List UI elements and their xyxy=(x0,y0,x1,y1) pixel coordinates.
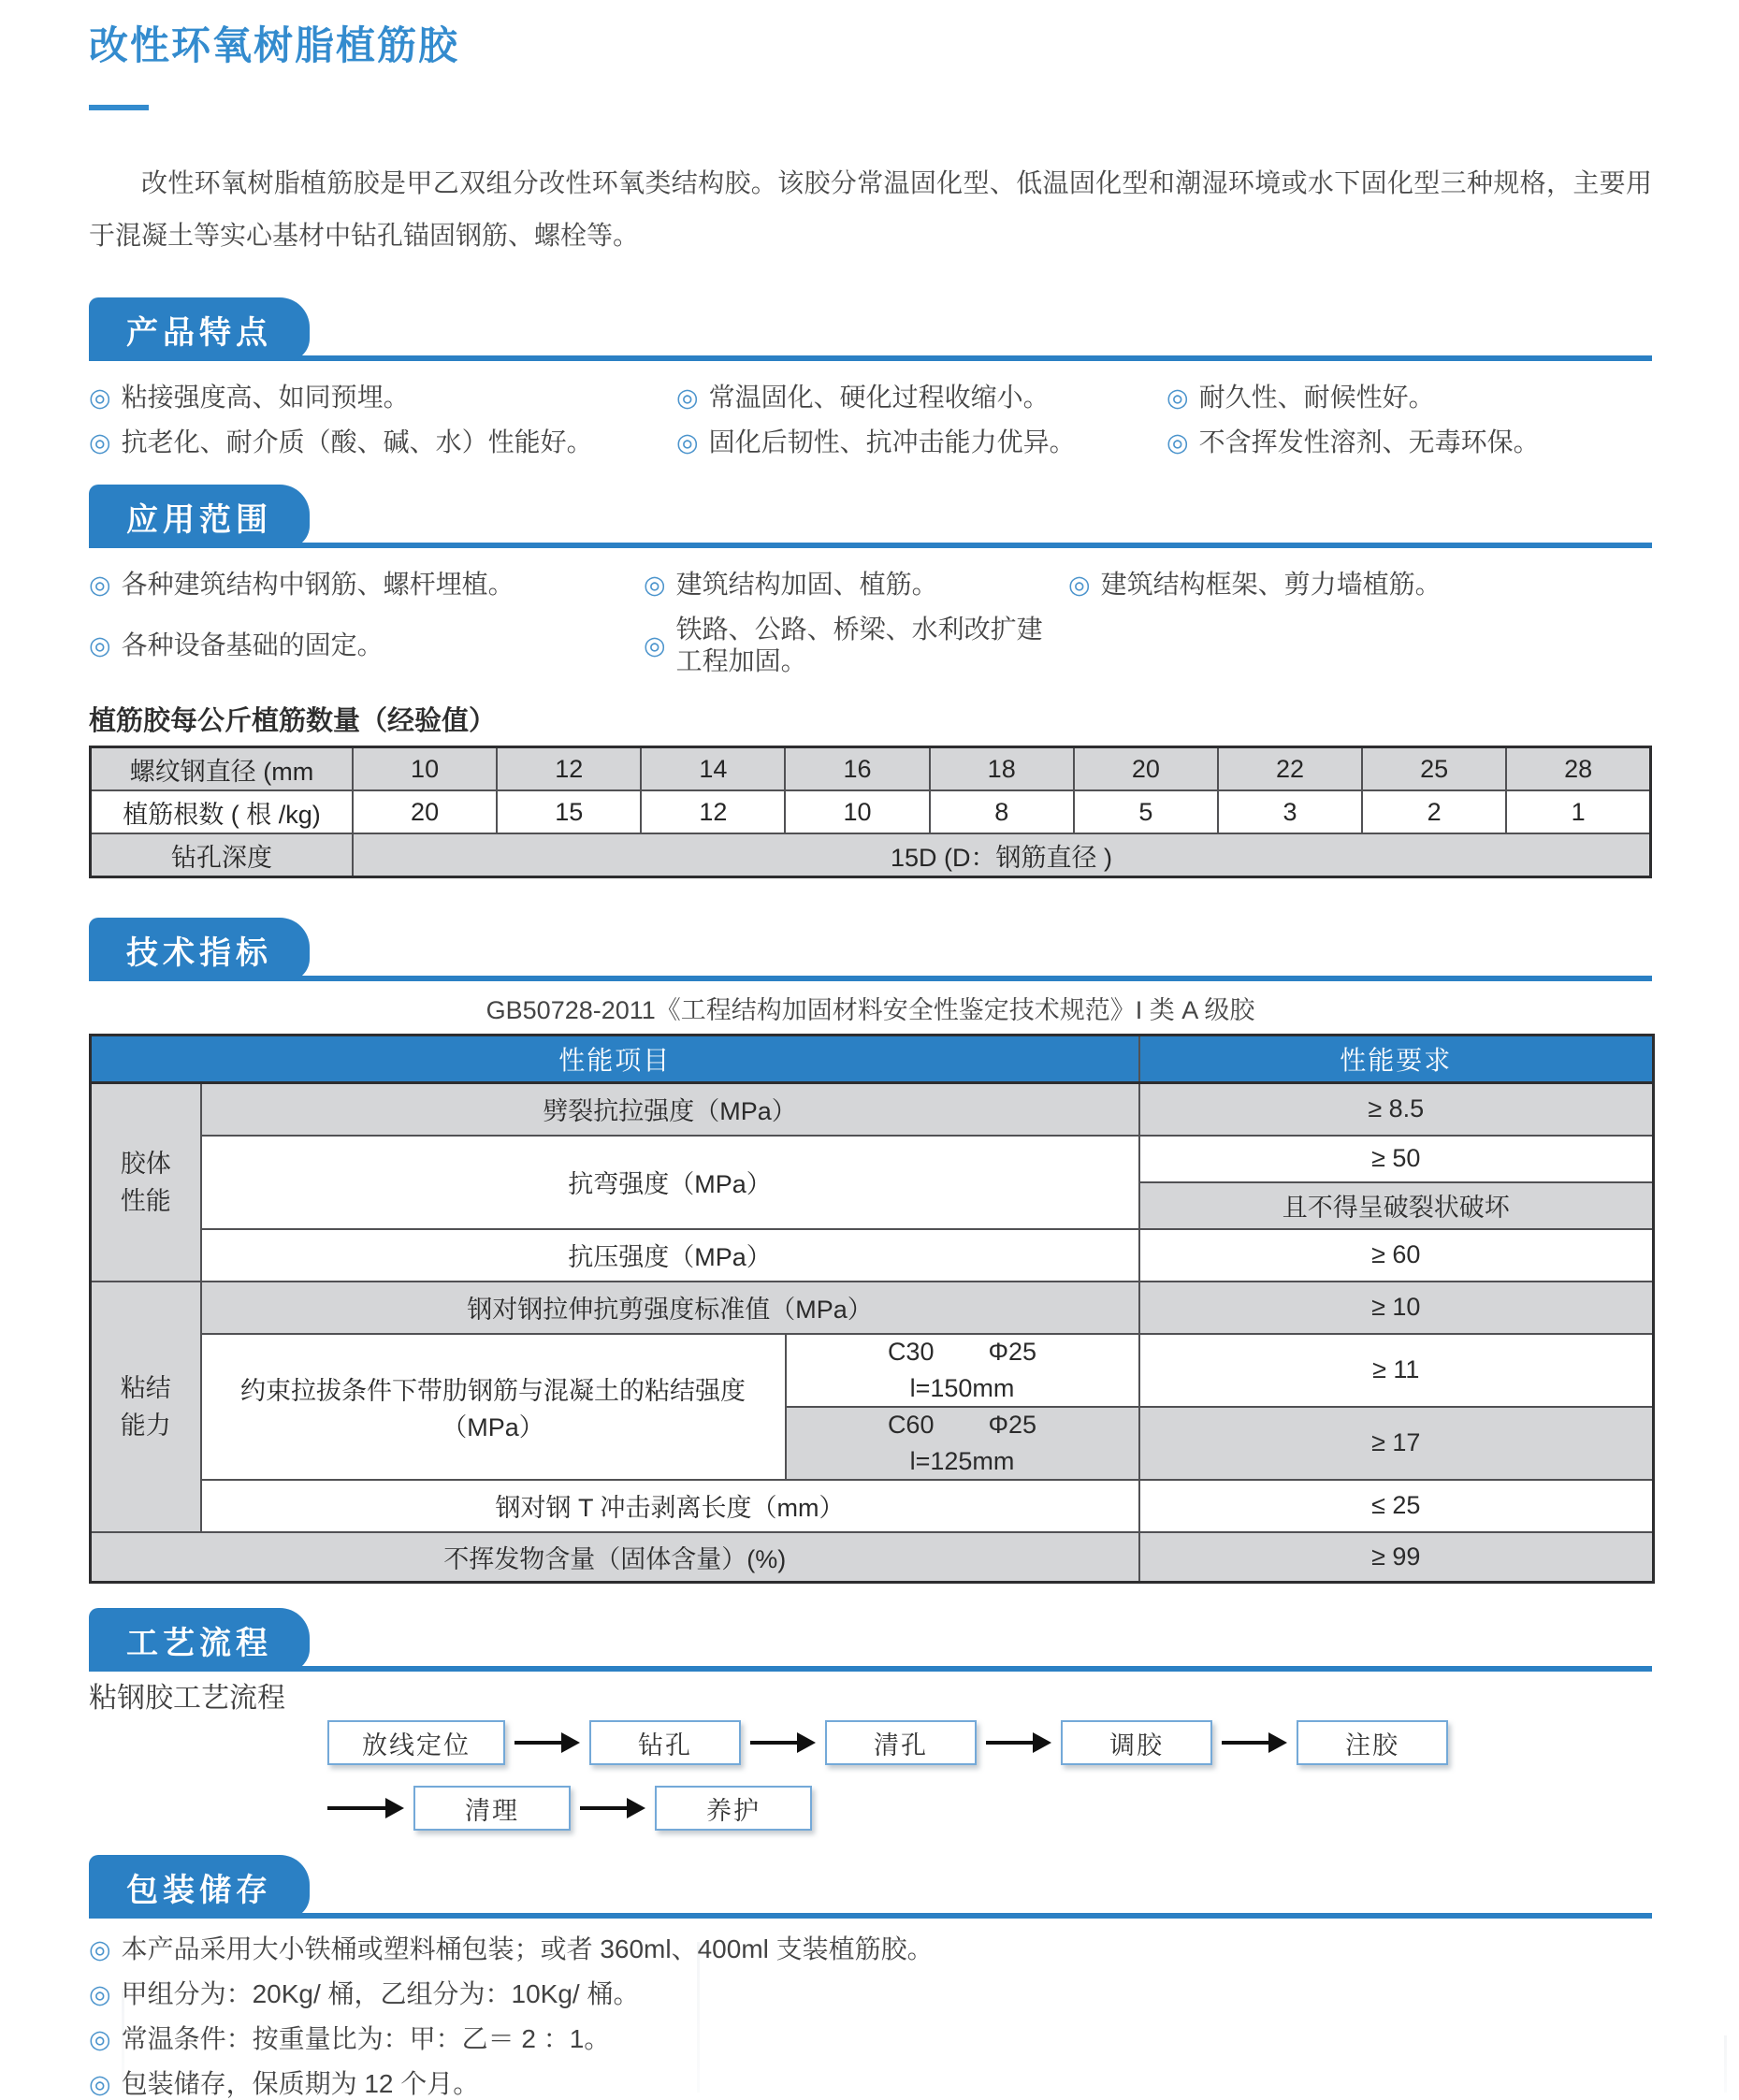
requirement-cell: ≥ 8.5 xyxy=(1139,1083,1654,1136)
flow-arrow-icon xyxy=(514,1732,580,1753)
spec-cell-c30 xyxy=(786,1334,1139,1407)
application-item xyxy=(644,569,1068,601)
packaging-item xyxy=(89,1978,1652,2010)
application-item-text: 各种设备基础的固定。 xyxy=(121,630,384,659)
feature-item xyxy=(89,427,676,458)
feature-item-text: 耐久性、耐候性好。 xyxy=(1198,383,1435,412)
intro-paragraph: 改性环氧树脂植筋胶是甲乙双组分改性环氧类结构胶。该胶分常温固化型、低温固化型和潮湿环境或水下固化型三种规格，主要用于混凝土等实心基材中钻孔锚固钢筋、螺栓等。 xyxy=(89,168,1652,250)
table-row xyxy=(91,1532,1654,1583)
flow-arrow-icon xyxy=(986,1732,1051,1753)
depth-value-cell: 15D (D：钢筋直径 ) xyxy=(353,833,1651,877)
spec-cell-c60 xyxy=(786,1407,1139,1480)
count-cell: 12 xyxy=(641,790,785,833)
diameter-cell: 14 xyxy=(641,747,785,791)
features-badge xyxy=(89,297,310,361)
count-cell: 15 xyxy=(497,790,641,833)
section-header-packaging xyxy=(89,1855,1652,1919)
flow-step: 清理 xyxy=(413,1786,571,1831)
diameter-cell: 28 xyxy=(1506,747,1650,791)
row-label-cell: 植筋根数 ( 根 /kg) xyxy=(91,790,354,833)
spec-bar: Φ25 xyxy=(988,1337,1037,1366)
standard-reference: GB50728-2011《工程结构加固材料安全性鉴定技术规范》I 类 A 级胶 xyxy=(485,996,1255,1024)
page-title: 改性环氧树脂植筋胶 xyxy=(89,23,460,67)
applications-list xyxy=(89,569,1652,677)
flow-arrow-icon xyxy=(327,1798,404,1818)
group-cell-bond xyxy=(91,1282,201,1532)
spec-grade: C60 xyxy=(887,1410,935,1439)
group-label: 粘结能力 xyxy=(120,1373,171,1440)
item-cell: 抗压强度（MPa） xyxy=(201,1229,1139,1282)
diameter-cell: 22 xyxy=(1218,747,1362,791)
packaging-item-text: 甲组分为：20Kg/ 桶，乙组分为：10Kg/ 桶。 xyxy=(121,1979,640,2008)
bullseye-bullet-icon: ◎ xyxy=(89,1935,111,1963)
count-cell: 20 xyxy=(353,790,497,833)
dosage-table xyxy=(89,746,1652,878)
spec-bar: Φ25 xyxy=(988,1410,1037,1439)
requirement-cell: ≤ 25 xyxy=(1139,1480,1654,1532)
process-heading: 工艺流程 xyxy=(126,1625,272,1661)
application-item-text: 各种建筑结构中钢筋、螺杆埋植。 xyxy=(121,570,514,599)
process-subtitle: 粘钢胶工艺流程 xyxy=(89,1683,285,1714)
count-cell: 1 xyxy=(1506,790,1650,833)
count-cell: 2 xyxy=(1362,790,1506,833)
feature-item-text: 粘接强度高、如同预埋。 xyxy=(121,383,410,412)
count-cell: 5 xyxy=(1074,790,1218,833)
feature-item xyxy=(676,382,1167,413)
packaging-list xyxy=(89,1933,1652,2100)
table-row-depth xyxy=(91,833,1651,877)
flow-arrow-icon xyxy=(1222,1732,1287,1753)
diameter-cell: 18 xyxy=(930,747,1074,791)
process-flow-row-2 xyxy=(327,1786,1652,1831)
section-header-process xyxy=(89,1608,1652,1672)
packaging-item xyxy=(89,1933,1652,1965)
table-row xyxy=(91,1229,1654,1282)
feature-item-text: 不含挥发性溶剂、无毒环保。 xyxy=(1198,427,1540,456)
diameter-cell: 25 xyxy=(1362,747,1506,791)
applications-heading: 应用范围 xyxy=(126,501,272,538)
row-label-cell: 螺纹钢直径 (mm xyxy=(91,747,354,791)
group-cell-body xyxy=(91,1083,201,1282)
feature-item xyxy=(676,427,1167,458)
requirement-cell: ≥ 50 xyxy=(1139,1136,1654,1182)
packaging-item-text: 包装储存，保质期为 12 个月。 xyxy=(121,2069,480,2098)
packaging-heading: 包装储存 xyxy=(126,1872,272,1908)
page xyxy=(0,23,1739,2098)
item-cell: 钢对钢拉伸抗剪强度标准值（MPa） xyxy=(201,1282,1139,1334)
table-row xyxy=(91,1083,1654,1136)
table-row xyxy=(91,1136,1654,1182)
application-item-text: 建筑结构框架、剪力墙植筋。 xyxy=(1100,570,1442,599)
bullseye-bullet-icon: ◎ xyxy=(644,571,666,599)
diameter-cell: 12 xyxy=(497,747,641,791)
features-heading: 产品特点 xyxy=(126,314,272,351)
table-row xyxy=(91,1480,1654,1532)
bullseye-bullet-icon: ◎ xyxy=(89,631,111,659)
table-header-row xyxy=(91,1036,1654,1083)
bullseye-bullet-icon: ◎ xyxy=(89,1980,111,2008)
count-cell: 10 xyxy=(785,790,929,833)
packaging-item-text: 本产品采用大小铁桶或塑料桶包装；或者 360ml、400ml 支装植筋胶。 xyxy=(121,1934,934,1963)
bullseye-bullet-icon: ◎ xyxy=(1167,428,1189,456)
bullseye-bullet-icon: ◎ xyxy=(89,2070,111,2098)
row-label-cell: 钻孔深度 xyxy=(91,833,354,877)
applications-badge xyxy=(89,485,310,548)
section-header-applications xyxy=(89,485,1652,548)
title-underline xyxy=(89,105,149,110)
tech-heading: 技术指标 xyxy=(126,934,272,971)
flow-arrow-icon xyxy=(750,1732,816,1753)
features-list xyxy=(89,382,1652,458)
feature-item xyxy=(89,382,676,413)
flow-step: 注胶 xyxy=(1297,1720,1448,1765)
group-label: 胶体性能 xyxy=(120,1149,171,1215)
requirement-cell: ≥ 99 xyxy=(1139,1532,1654,1583)
process-flow-row-1 xyxy=(327,1720,1652,1765)
tech-spec-table xyxy=(89,1034,1655,1584)
table-row xyxy=(91,1334,1654,1407)
feature-item xyxy=(1167,382,1652,413)
item-cell xyxy=(201,1334,786,1480)
document-content xyxy=(89,24,1652,2100)
table-row xyxy=(91,1282,1654,1334)
item-cell: 不挥发物含量（固体含量）(%) xyxy=(91,1532,1139,1583)
item-cell: 钢对钢 T 冲击剥离长度（mm） xyxy=(201,1480,1139,1532)
bullseye-bullet-icon: ◎ xyxy=(676,384,699,412)
bullseye-bullet-icon: ◎ xyxy=(1167,384,1189,412)
item-cell: 劈裂抗拉强度（MPa） xyxy=(201,1083,1139,1136)
spec-grade: C30 xyxy=(887,1337,935,1366)
application-item xyxy=(89,614,644,677)
bullseye-bullet-icon: ◎ xyxy=(644,631,666,659)
bullseye-bullet-icon: ◎ xyxy=(89,571,111,599)
packaging-badge xyxy=(89,1855,310,1919)
feature-item xyxy=(1167,427,1652,458)
packaging-item-text: 常温条件：按重量比为：甲：乙＝ 2 ：1。 xyxy=(121,2024,611,2053)
requirement-cell: ≥ 17 xyxy=(1139,1407,1654,1480)
bullseye-bullet-icon: ◎ xyxy=(676,428,699,456)
requirement-cell: 且不得呈破裂状破坏 xyxy=(1139,1182,1654,1229)
watermark-decoration xyxy=(1724,2035,1727,2093)
flow-step: 养护 xyxy=(655,1786,812,1831)
flow-step: 调胶 xyxy=(1061,1720,1212,1765)
process-badge xyxy=(89,1608,310,1672)
application-item xyxy=(644,614,1068,677)
application-item xyxy=(89,569,644,601)
requirement-cell: ≥ 11 xyxy=(1139,1334,1654,1407)
diameter-cell: 16 xyxy=(785,747,929,791)
count-cell: 8 xyxy=(930,790,1074,833)
packaging-item xyxy=(89,2068,1652,2100)
bond-item-line1: 约束拉拔条件下带肋钢筋与混凝土的粘结强度 xyxy=(240,1376,746,1405)
application-item-text: 建筑结构加固、植筋。 xyxy=(675,570,938,599)
flow-step: 清孔 xyxy=(825,1720,977,1765)
column-header-item: 性能项目 xyxy=(91,1036,1139,1083)
table-row-diameter xyxy=(91,747,1651,791)
flow-arrow-icon xyxy=(580,1798,645,1818)
bullseye-bullet-icon: ◎ xyxy=(89,428,111,456)
requirement-cell: ≥ 60 xyxy=(1139,1229,1654,1282)
packaging-item xyxy=(89,2023,1652,2055)
count-cell: 3 xyxy=(1218,790,1362,833)
flow-step: 放线定位 xyxy=(327,1720,505,1765)
bullseye-bullet-icon: ◎ xyxy=(89,2025,111,2053)
diameter-cell: 10 xyxy=(353,747,497,791)
feature-item-text: 常温固化、硬化过程收缩小。 xyxy=(708,383,1050,412)
diameter-cell: 20 xyxy=(1074,747,1218,791)
bullseye-bullet-icon: ◎ xyxy=(1068,571,1091,599)
feature-item-text: 抗老化、耐介质（酸、碱、水）性能好。 xyxy=(121,427,593,456)
feature-item-text: 固化后韧性、抗冲击能力优异。 xyxy=(708,427,1076,456)
application-item-text: 铁路、公路、桥梁、水利改扩建工程加固。 xyxy=(675,615,1043,675)
section-header-features xyxy=(89,297,1652,361)
table-row-counts xyxy=(91,790,1651,833)
bullseye-bullet-icon: ◎ xyxy=(89,384,111,412)
spec-length: l=125mm xyxy=(909,1446,1015,1475)
application-item xyxy=(1068,569,1652,601)
spec-length: l=150mm xyxy=(909,1373,1015,1402)
item-cell: 抗弯强度（MPa） xyxy=(201,1136,1139,1229)
bond-item-line2: （MPa） xyxy=(442,1412,544,1441)
section-header-tech xyxy=(89,918,1652,981)
requirement-cell: ≥ 10 xyxy=(1139,1282,1654,1334)
flow-step: 钻孔 xyxy=(589,1720,741,1765)
dosage-table-title: 植筋胶每公斤植筋数量（经验值） xyxy=(89,706,497,736)
tech-badge xyxy=(89,918,310,981)
column-header-requirement: 性能要求 xyxy=(1139,1036,1654,1083)
